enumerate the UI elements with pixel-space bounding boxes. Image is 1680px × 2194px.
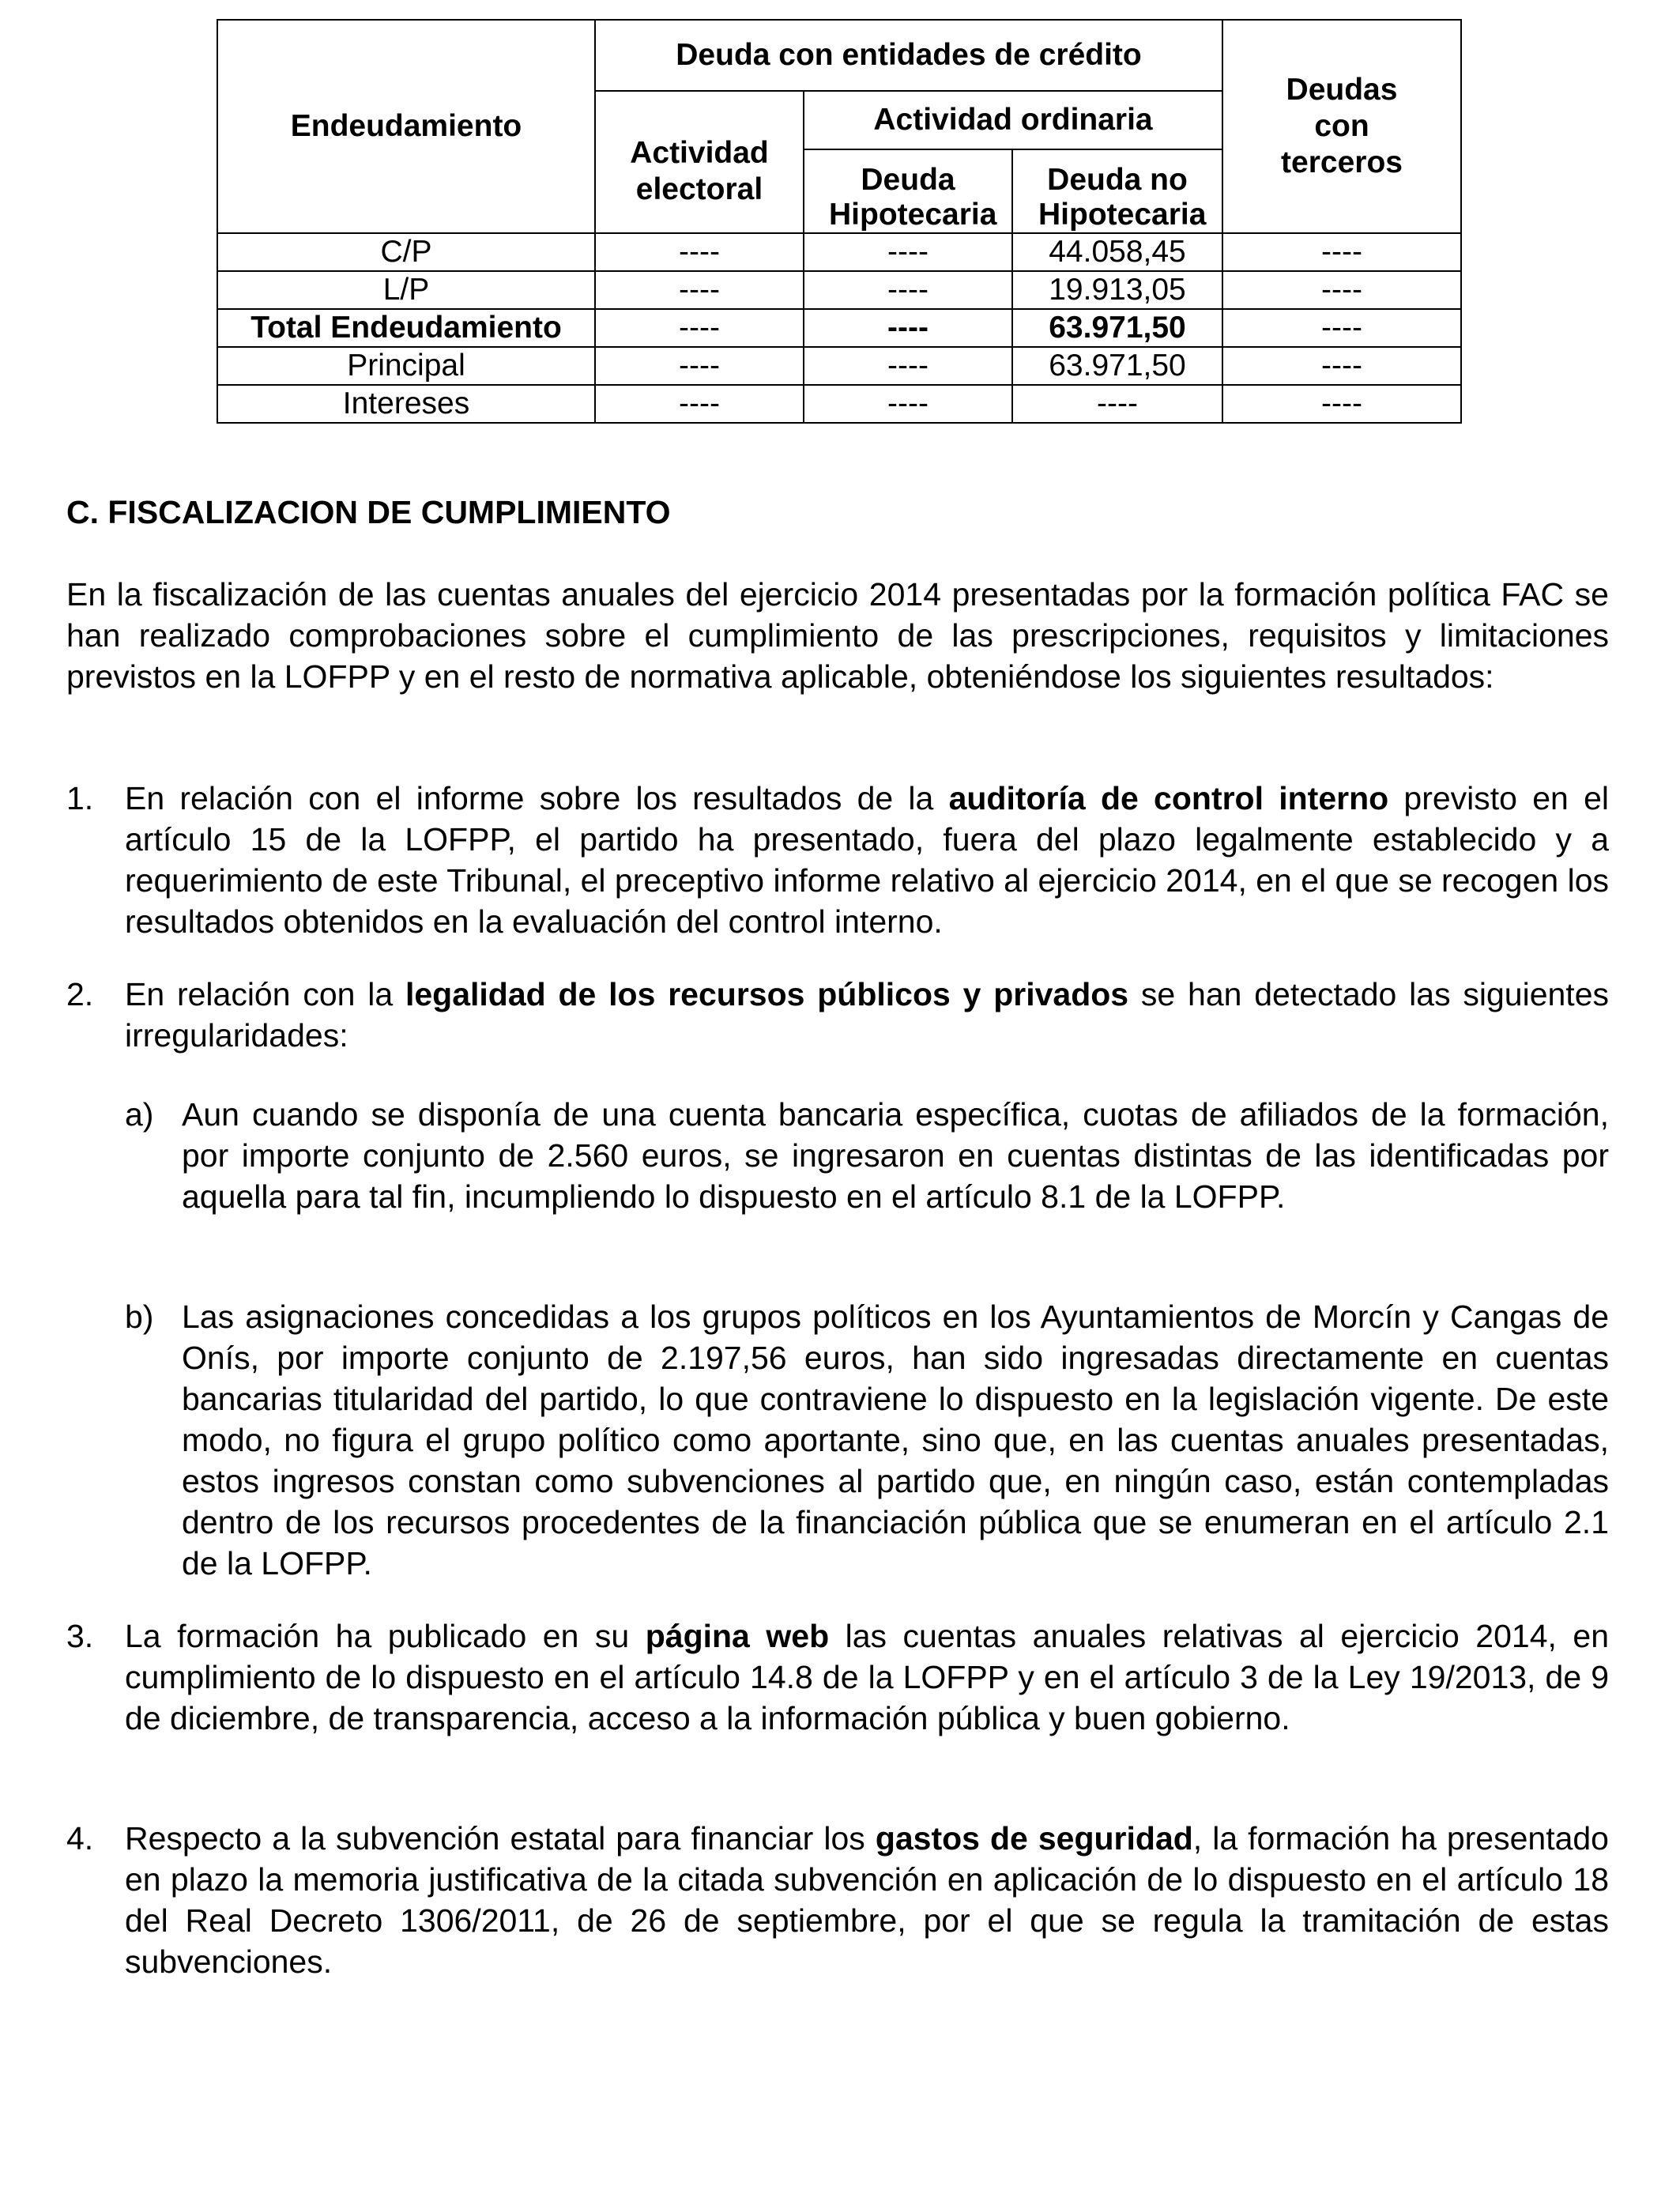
intro-paragraph: En la fiscalización de las cuentas anuales del ejercicio 2014 presentadas por la formación política FAC se han realizado comprobaciones sobre el cumplimiento de las prescripciones, requisitos y limitaciones previstos en la LOFPP y en el resto de normativa aplicable, obteniéndose los siguientes resultados: bbox=[66, 576, 1609, 695]
subitem-letter: a) bbox=[125, 1096, 154, 1133]
item-text-before: En relación con la bbox=[125, 976, 405, 1012]
item-text-before: La formación ha publicado en su bbox=[125, 1618, 646, 1654]
item-text-before: En relación con el informe sobre los resultados de la bbox=[125, 780, 949, 816]
header-deudas-terceros-text: Deudas con terceros bbox=[1281, 73, 1403, 179]
cell-electoral: ---- bbox=[595, 385, 804, 423]
item-text-before: Respecto a la subvención estatal para financiar los bbox=[125, 1820, 876, 1857]
cell-no-hipotecaria: 63.971,50 bbox=[1012, 309, 1222, 347]
table-row bbox=[217, 271, 1461, 309]
item-text-bold: gastos de seguridad bbox=[875, 1820, 1193, 1857]
header-deuda-no-hipotecaria bbox=[1012, 149, 1222, 233]
header-deuda-no-hipotecaria-text: Deuda no Hipotecaria bbox=[1038, 163, 1207, 232]
debt-table bbox=[217, 19, 1462, 424]
cell-hipotecaria: ---- bbox=[804, 271, 1012, 309]
row-label: C/P bbox=[217, 233, 595, 271]
cell-hipotecaria: ---- bbox=[804, 233, 1012, 271]
row-label: Principal bbox=[217, 347, 595, 385]
item-text-bold: página web bbox=[645, 1618, 830, 1654]
cell-terceros: ---- bbox=[1222, 233, 1461, 271]
subitem-paragraph-a: Aun cuando se disponía de una cuenta bancaria específica, cuotas de afiliados de la formación, por importe conjunto de 2.560 euros, se ingresaron en cuentas distintas de las identificadas por aquella para tal fin, incumpliendo lo dispuesto en el artículo 8.1 de la LOFPP. bbox=[182, 1096, 1609, 1215]
table-row bbox=[217, 233, 1461, 271]
header-deuda-entidades: Deuda con entidades de crédito bbox=[595, 20, 1222, 91]
header-deudas-terceros bbox=[1222, 20, 1461, 233]
item-text-after: las cuentas anuales relativas al ejercicio 2014, en cumplimiento de lo dispuesto en el artículo 14.8 de la LOFPP y en el artículo 3 de la Ley 19/2013, de 9 de diciembre, de transparencia, acceso a la información pública y buen gobierno. bbox=[125, 1618, 1610, 1736]
cell-hipotecaria: ---- bbox=[804, 309, 1012, 347]
cell-terceros: ---- bbox=[1222, 347, 1461, 385]
cell-no-hipotecaria: 63.971,50 bbox=[1012, 347, 1222, 385]
row-label: L/P bbox=[217, 271, 595, 309]
row-label: Intereses bbox=[217, 385, 595, 423]
item-text-bold: auditoría de control interno bbox=[948, 780, 1389, 816]
header-deuda-hipotecaria bbox=[804, 149, 1012, 233]
subitem-letter: b) bbox=[125, 1299, 154, 1335]
subitem-paragraph-b: Las asignaciones concedidas a los grupos políticos en los Ayuntamientos de Morcín y Cangas de Onís, por importe conjunto de 2.197,56 euros, han sido ingresadas directamente en cuentas bancarias titularidad del partido, lo que contraviene lo dispuesto en la legislación vigente. De este modo, no figura el grupo político como aportante, sino que, en las cuentas anuales presentadas, estos ingresos constan como subvenciones al partido que, en ningún caso, están contempladas dentro de los recursos procedentes de la financiación pública que se enumeran en el artículo 2.1 de la LOFPP. bbox=[182, 1299, 1609, 1581]
item-paragraph-2 bbox=[125, 974, 1609, 1056]
cell-electoral: ---- bbox=[595, 233, 804, 271]
header-actividad-electoral bbox=[595, 91, 804, 233]
header-actividad-ordinaria: Actividad ordinaria bbox=[804, 91, 1222, 149]
table-row-total bbox=[217, 309, 1461, 347]
cell-electoral: ---- bbox=[595, 271, 804, 309]
cell-terceros: ---- bbox=[1222, 271, 1461, 309]
item-paragraph-4 bbox=[125, 1818, 1609, 1982]
section-title: C. FISCALIZACION DE CUMPLIMIENTO bbox=[66, 494, 671, 530]
cell-no-hipotecaria: 44.058,45 bbox=[1012, 233, 1222, 271]
cell-hipotecaria: ---- bbox=[804, 347, 1012, 385]
item-paragraph-1 bbox=[125, 778, 1609, 942]
header-actividad-electoral-text: Actividad electoral bbox=[630, 136, 769, 206]
cell-no-hipotecaria: 19.913,05 bbox=[1012, 271, 1222, 309]
item-number: 4. bbox=[66, 1820, 94, 1857]
item-number: 3. bbox=[66, 1618, 94, 1654]
cell-electoral: ---- bbox=[595, 347, 804, 385]
table-row bbox=[217, 385, 1461, 423]
item-number: 2. bbox=[66, 976, 94, 1012]
item-number: 1. bbox=[66, 780, 94, 816]
row-label: Total Endeudamiento bbox=[217, 309, 595, 347]
table-row bbox=[217, 347, 1461, 385]
cell-no-hipotecaria: ---- bbox=[1012, 385, 1222, 423]
item-text-bold: legalidad de los recursos públicos y privados bbox=[405, 976, 1129, 1012]
cell-terceros: ---- bbox=[1222, 309, 1461, 347]
header-endeudamiento: Endeudamiento bbox=[217, 20, 595, 233]
cell-electoral: ---- bbox=[595, 309, 804, 347]
cell-terceros: ---- bbox=[1222, 385, 1461, 423]
header-deuda-hipotecaria-text: Deuda Hipotecaria bbox=[829, 163, 997, 232]
item-text-after: , la formación ha presentado en plazo la memoria justificativa de la citada subvención en aplicación de lo dispuesto en el artículo 18 del Real Decreto 1306/2011, de 26 de septiembre, por el que se regula la tramitación de estas subvenciones. bbox=[125, 1820, 1609, 1980]
cell-hipotecaria: ---- bbox=[804, 385, 1012, 423]
item-paragraph-3 bbox=[125, 1615, 1609, 1739]
item-text-after: previsto en el artículo 15 de la LOFPP, el partido ha presentado, fuera del plazo legalmente establecido y a requerimiento de este Tribunal, el preceptivo informe relativo al ejercicio 2014, en el que se recogen los resultados obtenidos en la evaluación del control interno. bbox=[125, 780, 1609, 940]
item-text-after: se han detectado las siguientes irregularidades: bbox=[125, 976, 1609, 1054]
